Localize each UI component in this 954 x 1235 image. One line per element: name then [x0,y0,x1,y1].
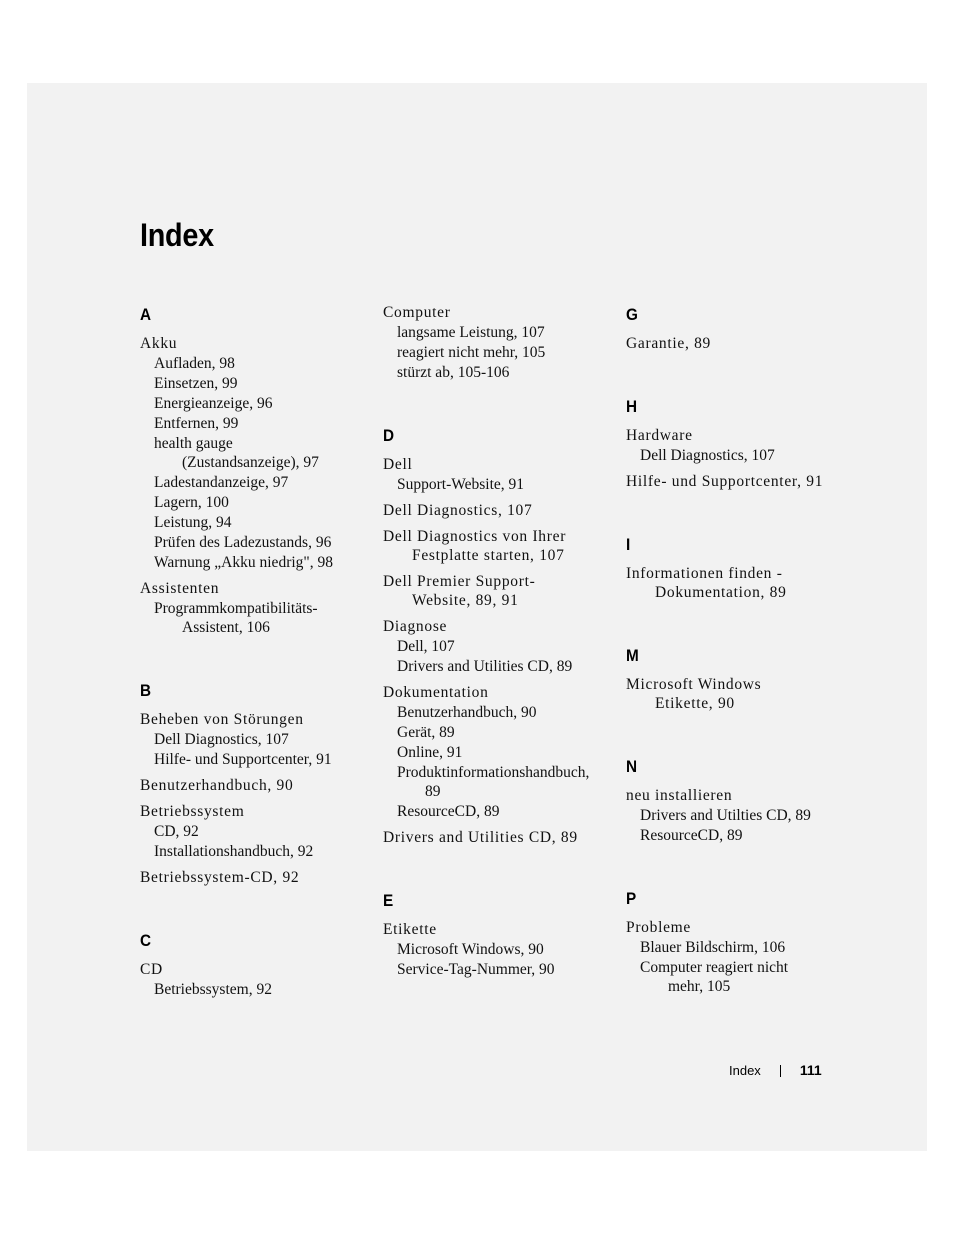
index-entry [383,828,613,847]
index-entry [383,455,613,494]
index-letter-heading: G [626,305,638,324]
index-letter-heading: H [626,397,638,416]
index-subterm: Drivers and Utilities CD, 89 [397,658,573,675]
index-entry [140,802,365,861]
index-subterm: Dell Diagnostics, 107 [640,447,775,464]
index-entry [626,472,866,491]
index-term: CD [140,961,163,978]
index-entry [140,579,365,637]
index-term: Hilfe- und Supportcenter, 91 [626,473,824,490]
index-subterm: Aufladen, 98 [154,355,235,372]
index-letter-heading: I [626,535,631,554]
index-column-1 [140,300,365,999]
index-entry [383,527,613,565]
index-subterm-continuation: mehr, 105 [668,978,731,995]
index-subterm: Blauer Bildschirm, 106 [640,939,786,956]
index-term: Etikette [383,921,437,938]
index-entry [626,918,866,996]
index-subterm: Prüfen des Ladezustands, 96 [154,534,332,551]
index-subterm-line: Programmkompatibilitäts- [154,600,318,617]
index-subterm: Dell Diagnostics, 107 [154,731,289,748]
index-subterm [140,599,365,637]
index-term-line: Dell Diagnostics von Ihrer [383,528,567,545]
index-subterm: Entfernen, 99 [154,415,239,432]
index-term: neu installieren [626,787,733,804]
page-number: 111 [799,1062,822,1078]
index-term: Drivers and Utilities CD, 89 [383,829,578,846]
index-subterm: Leistung, 94 [154,514,232,531]
index-subterm: Service-Tag-Nummer, 90 [397,961,555,978]
index-term: Beheben von Störungen [140,711,304,728]
index-term: Computer [383,304,451,321]
index-entry [140,710,365,769]
index-letter-heading: A [140,305,152,324]
index-term-continuation: Etikette, 90 [655,695,735,712]
index-letter-heading: B [140,681,152,700]
index-subterm-line: Computer reagiert nicht [640,959,789,976]
page-footer [729,1062,822,1078]
index-term: Probleme [626,919,692,936]
index-entry [383,303,613,382]
index-term-continuation: Dokumentation, 89 [655,584,787,601]
index-subterm: Dell, 107 [397,638,455,655]
index-subterm: Hilfe- und Supportcenter, 91 [154,751,332,768]
index-subterm: Einsetzen, 99 [154,375,238,392]
index-letter-heading: E [383,891,394,910]
index-subterm: Benutzerhandbuch, 90 [397,704,537,721]
index-subterm-continuation: (Zustandsanzeige), 97 [182,454,319,471]
index-subterm-continuation: 89 [425,783,441,800]
index-term: Dell Diagnostics, 107 [383,502,533,519]
index-subterm: Gerät, 89 [397,724,455,741]
index-letter-heading: C [140,931,152,950]
index-term-continuation: Festplatte starten, 107 [412,547,565,564]
index-subterm: Ladestandanzeige, 97 [154,474,289,491]
index-subterm: stürzt ab, 105-106 [397,364,510,381]
index-term: Assistenten [140,580,220,597]
index-subterm-continuation: Assistent, 106 [182,619,270,636]
index-entry [383,920,613,979]
index-term: Akku [140,335,178,352]
index-subterm: ResourceCD, 89 [640,827,743,844]
index-entry [140,960,365,999]
index-letter-heading: N [626,757,638,776]
index-entry [626,786,866,845]
index-term: Garantie, 89 [626,335,712,352]
index-subterm: Warnung „Akku niedrig", 98 [154,554,333,571]
footer-label: Index [729,1063,761,1078]
index-letter-heading: P [626,889,637,908]
index-entry [626,675,866,713]
index-column-2 [383,300,613,979]
index-term-continuation: Website, 89, 91 [412,592,519,609]
index-term: Betriebssystem-CD, 92 [140,869,300,886]
index-entry [626,426,866,465]
index-subterm-line: Produktinformationshandbuch, [397,764,590,781]
index-term: Dokumentation [383,684,489,701]
index-entry [140,776,365,795]
index-entry [383,683,613,821]
index-subterm: Lagern, 100 [154,494,229,511]
index-term [626,675,866,713]
index-term-line: Dell Premier Support- [383,573,536,590]
index-term-line: Informationen finden - [626,565,783,582]
index-subterm [383,763,613,801]
index-subterm: Drivers and Utilties CD, 89 [640,807,811,824]
index-subterm: Installationshandbuch, 92 [154,843,314,860]
index-term: Betriebssystem [140,803,245,820]
index-letter-heading: D [383,426,395,445]
index-entry [626,564,866,602]
index-term: Dell [383,456,413,473]
index-subterm-line: health gauge [154,435,233,452]
index-subterm [626,958,866,996]
index-entry [383,617,613,676]
footer-divider [780,1065,781,1077]
index-term: Hardware [626,427,693,444]
index-subterm: CD, 92 [154,823,199,840]
index-subterm: Support-Website, 91 [397,476,525,493]
index-subterm: Microsoft Windows, 90 [397,941,544,958]
index-term [383,572,613,610]
page-title: Index [140,217,214,253]
index-column-3 [626,300,866,996]
index-letter-heading: M [626,646,639,665]
index-subterm: Energieanzeige, 96 [154,395,273,412]
index-subterm: reagiert nicht mehr, 105 [397,344,546,361]
index-entry [383,501,613,520]
index-term-line: Microsoft Windows [626,676,762,693]
index-term [383,527,613,565]
index-entry [140,334,365,572]
index-term [626,564,866,602]
index-entry [140,868,365,887]
index-term: Benutzerhandbuch, 90 [140,777,294,794]
index-subterm: Online, 91 [397,744,463,761]
index-term: Diagnose [383,618,448,635]
index-subterm: Betriebssystem, 92 [154,981,272,998]
index-subterm: langsame Leistung, 107 [397,324,545,341]
index-entry [383,572,613,610]
index-subterm: ResourceCD, 89 [397,803,500,820]
index-entry [626,334,866,353]
index-subterm [140,434,365,472]
